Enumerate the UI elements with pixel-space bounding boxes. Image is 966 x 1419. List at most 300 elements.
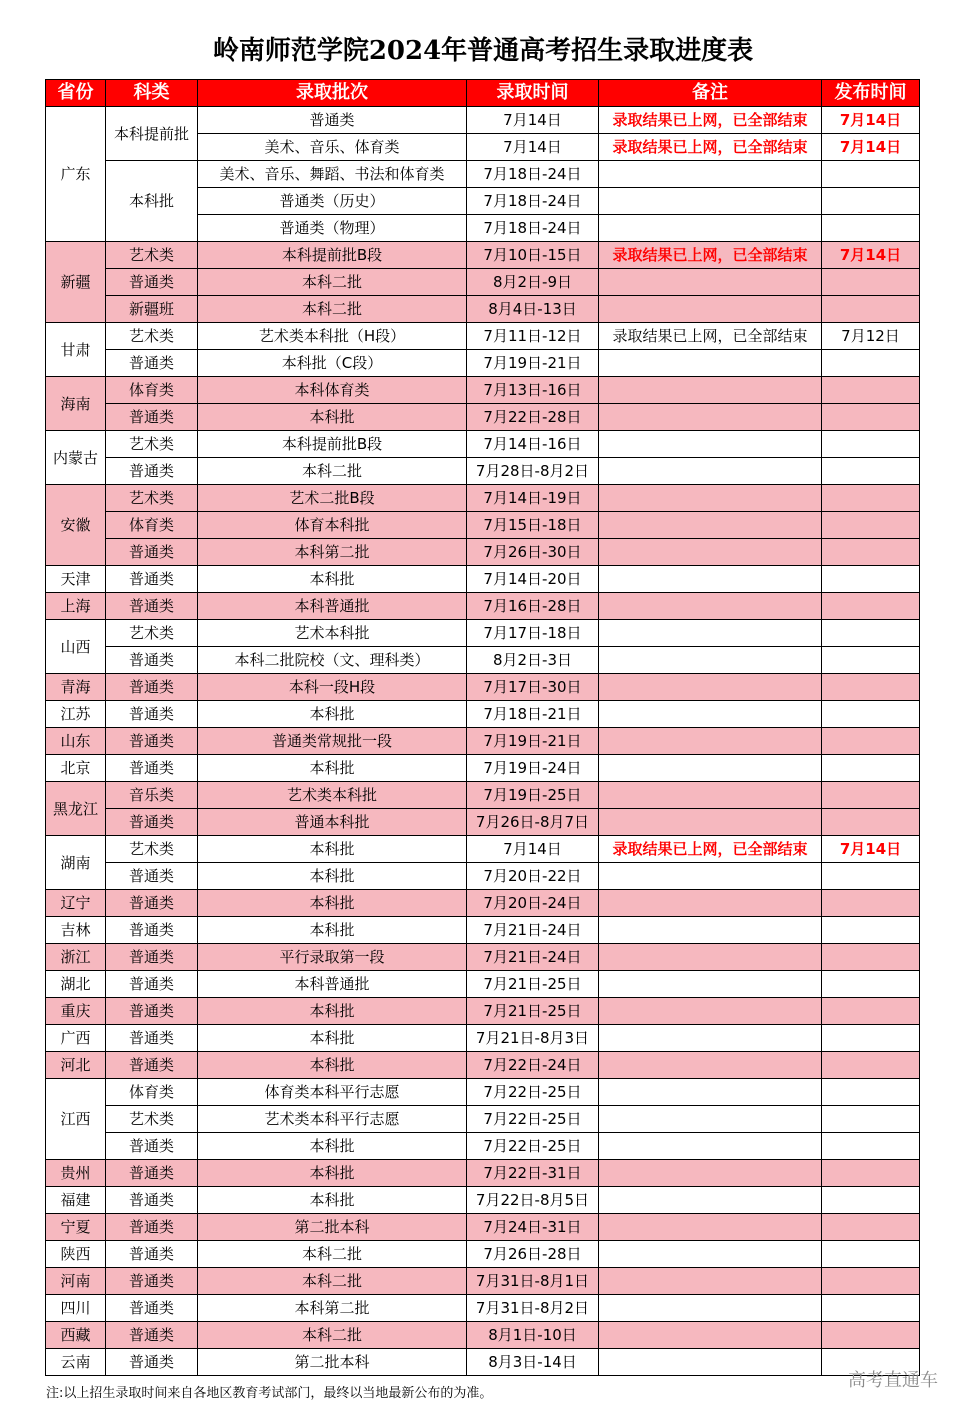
table-row <box>46 1214 920 1241</box>
category-cell: 普通类 <box>106 1214 198 1241</box>
note-cell <box>599 188 822 215</box>
batch-cell: 本科批 <box>198 863 467 890</box>
table-row <box>46 539 920 566</box>
category-cell: 普通类 <box>106 269 198 296</box>
publish-cell <box>822 161 920 188</box>
batch-cell: 本科批 <box>198 1133 467 1160</box>
province-cell: 江西 <box>46 1079 106 1160</box>
table-row <box>46 728 920 755</box>
category-cell: 普通类 <box>106 1187 198 1214</box>
category-cell: 体育类 <box>106 377 198 404</box>
publish-cell <box>822 1241 920 1268</box>
province-cell: 四川 <box>46 1295 106 1322</box>
table-row <box>46 863 920 890</box>
table-row <box>46 1322 920 1349</box>
publish-cell <box>822 431 920 458</box>
publish-cell <box>822 1268 920 1295</box>
publish-cell <box>822 620 920 647</box>
watermark: 高考直通车 <box>848 1370 938 1391</box>
publish-cell <box>822 728 920 755</box>
publish-cell <box>822 1214 920 1241</box>
province-cell: 重庆 <box>46 998 106 1025</box>
time-cell: 7月20日-22日 <box>467 863 599 890</box>
table-row <box>46 1025 920 1052</box>
table-row <box>46 323 920 350</box>
batch-cell: 普通本科批 <box>198 809 467 836</box>
time-cell: 7月19日-24日 <box>467 755 599 782</box>
time-cell: 7月26日-8月7日 <box>467 809 599 836</box>
table-row <box>46 1133 920 1160</box>
publish-cell <box>822 809 920 836</box>
time-cell: 7月21日-24日 <box>467 944 599 971</box>
category-cell: 艺术类 <box>106 242 198 269</box>
category-cell: 普通类 <box>106 539 198 566</box>
category-cell: 普通类 <box>106 1025 198 1052</box>
batch-cell: 本科批 <box>198 917 467 944</box>
province-cell: 湖北 <box>46 971 106 998</box>
time-cell: 8月2日-9日 <box>467 269 599 296</box>
province-cell: 西藏 <box>46 1322 106 1349</box>
table-row <box>46 620 920 647</box>
category-cell: 本科提前批 <box>106 107 198 161</box>
province-cell: 甘肃 <box>46 323 106 377</box>
category-cell: 普通类 <box>106 863 198 890</box>
time-cell: 7月26日-28日 <box>467 1241 599 1268</box>
table-row <box>46 674 920 701</box>
province-cell: 浙江 <box>46 944 106 971</box>
category-cell: 普通类 <box>106 890 198 917</box>
table-row <box>46 512 920 539</box>
publish-cell <box>822 458 920 485</box>
note-cell <box>599 917 822 944</box>
province-cell: 河南 <box>46 1268 106 1295</box>
province-cell: 上海 <box>46 593 106 620</box>
province-cell: 江苏 <box>46 701 106 728</box>
table-row <box>46 107 920 134</box>
time-cell: 7月18日-24日 <box>467 188 599 215</box>
time-cell: 7月22日-25日 <box>467 1133 599 1160</box>
time-cell: 8月4日-13日 <box>467 296 599 323</box>
batch-cell: 本科体育类 <box>198 377 467 404</box>
note-cell <box>599 1079 822 1106</box>
table-row <box>46 350 920 377</box>
publish-cell <box>822 188 920 215</box>
note-cell: 录取结果已上网，已全部结束 <box>599 242 822 269</box>
category-cell: 普通类 <box>106 1241 198 1268</box>
province-cell: 湖南 <box>46 836 106 890</box>
publish-cell <box>822 539 920 566</box>
time-cell: 7月19日-25日 <box>467 782 599 809</box>
publish-cell <box>822 782 920 809</box>
time-cell: 7月18日-21日 <box>467 701 599 728</box>
province-cell: 吉林 <box>46 917 106 944</box>
publish-cell <box>822 269 920 296</box>
batch-cell: 第二批本科 <box>198 1349 467 1376</box>
batch-cell: 本科批 <box>198 566 467 593</box>
province-cell: 辽宁 <box>46 890 106 917</box>
time-cell: 7月22日-25日 <box>467 1106 599 1133</box>
note-cell <box>599 1106 822 1133</box>
category-cell: 普通类 <box>106 998 198 1025</box>
table-row <box>46 701 920 728</box>
province-cell: 贵州 <box>46 1160 106 1187</box>
time-cell: 7月14日 <box>467 107 599 134</box>
time-cell: 7月14日-19日 <box>467 485 599 512</box>
publish-cell <box>822 1187 920 1214</box>
note-cell <box>599 215 822 242</box>
table-row <box>46 1349 920 1376</box>
province-cell: 新疆 <box>46 242 106 323</box>
publish-cell <box>822 566 920 593</box>
time-cell: 7月21日-25日 <box>467 971 599 998</box>
note-cell <box>599 701 822 728</box>
time-cell: 7月14日-20日 <box>467 566 599 593</box>
note-cell <box>599 458 822 485</box>
batch-cell: 普通类（物理） <box>198 215 467 242</box>
batch-cell: 本科批 <box>198 1160 467 1187</box>
note-cell <box>599 647 822 674</box>
note-cell <box>599 971 822 998</box>
note-cell <box>599 539 822 566</box>
table-header-row <box>46 80 920 107</box>
category-cell: 普通类 <box>106 1322 198 1349</box>
note-cell <box>599 269 822 296</box>
category-cell: 普通类 <box>106 917 198 944</box>
batch-cell: 普通类 <box>198 107 467 134</box>
category-cell: 普通类 <box>106 944 198 971</box>
time-cell: 7月22日-31日 <box>467 1160 599 1187</box>
province-cell: 云南 <box>46 1349 106 1376</box>
province-cell: 安徽 <box>46 485 106 566</box>
batch-cell: 艺术类本科批（H段） <box>198 323 467 350</box>
note-cell <box>599 1349 822 1376</box>
publish-cell <box>822 593 920 620</box>
note-cell <box>599 1214 822 1241</box>
publish-cell <box>822 944 920 971</box>
category-cell: 艺术类 <box>106 485 198 512</box>
publish-cell: 7月14日 <box>822 134 920 161</box>
province-cell: 福建 <box>46 1187 106 1214</box>
note-cell <box>599 1268 822 1295</box>
header-category: 科类 <box>106 80 198 107</box>
province-cell: 宁夏 <box>46 1214 106 1241</box>
note-cell: 录取结果已上网，已全部结束 <box>599 323 822 350</box>
table-row <box>46 566 920 593</box>
note-cell <box>599 674 822 701</box>
batch-cell: 普通类常规批一段 <box>198 728 467 755</box>
footnote: 注:以上招生录取时间来自各地区教育考试部门，最终以当地最新公布的为准。 <box>46 1386 493 1401</box>
publish-cell <box>822 1079 920 1106</box>
time-cell: 7月14日 <box>467 836 599 863</box>
note-cell <box>599 809 822 836</box>
batch-cell: 艺术二批B段 <box>198 485 467 512</box>
note-cell <box>599 620 822 647</box>
publish-cell <box>822 1025 920 1052</box>
time-cell: 7月21日-24日 <box>467 917 599 944</box>
time-cell: 7月16日-28日 <box>467 593 599 620</box>
batch-cell: 本科二批院校（文、理科类） <box>198 647 467 674</box>
batch-cell: 美术、音乐、体育类 <box>198 134 467 161</box>
note-cell <box>599 1187 822 1214</box>
note-cell <box>599 944 822 971</box>
time-cell: 7月20日-24日 <box>467 890 599 917</box>
batch-cell: 本科批 <box>198 701 467 728</box>
time-cell: 7月19日-21日 <box>467 350 599 377</box>
batch-cell: 普通类（历史） <box>198 188 467 215</box>
batch-cell: 本科二批 <box>198 1322 467 1349</box>
time-cell: 7月15日-18日 <box>467 512 599 539</box>
category-cell: 本科批 <box>106 161 198 242</box>
note-cell <box>599 1133 822 1160</box>
batch-cell: 本科提前批B段 <box>198 242 467 269</box>
header-batch: 录取批次 <box>198 80 467 107</box>
publish-cell <box>822 1295 920 1322</box>
batch-cell: 本科二批 <box>198 296 467 323</box>
province-cell: 广西 <box>46 1025 106 1052</box>
note-cell <box>599 566 822 593</box>
note-cell <box>599 782 822 809</box>
table-row <box>46 755 920 782</box>
note-cell: 录取结果已上网，已全部结束 <box>599 107 822 134</box>
category-cell: 普通类 <box>106 1133 198 1160</box>
table-row <box>46 647 920 674</box>
batch-cell: 第二批本科 <box>198 1214 467 1241</box>
province-cell: 山西 <box>46 620 106 674</box>
table-row <box>46 242 920 269</box>
note-cell <box>599 863 822 890</box>
note-cell <box>599 1052 822 1079</box>
header-time: 录取时间 <box>467 80 599 107</box>
category-cell: 艺术类 <box>106 620 198 647</box>
publish-cell <box>822 917 920 944</box>
batch-cell: 本科批 <box>198 998 467 1025</box>
publish-cell <box>822 377 920 404</box>
category-cell: 普通类 <box>106 647 198 674</box>
batch-cell: 本科二批 <box>198 458 467 485</box>
note-cell <box>599 404 822 431</box>
time-cell: 7月19日-21日 <box>467 728 599 755</box>
province-cell: 内蒙古 <box>46 431 106 485</box>
publish-cell <box>822 485 920 512</box>
batch-cell: 本科提前批B段 <box>198 431 467 458</box>
batch-cell: 本科二批 <box>198 1241 467 1268</box>
note-cell <box>599 998 822 1025</box>
note-cell <box>599 296 822 323</box>
category-cell: 普通类 <box>106 971 198 998</box>
table-row <box>46 593 920 620</box>
publish-cell <box>822 863 920 890</box>
note-cell <box>599 755 822 782</box>
category-cell: 普通类 <box>106 566 198 593</box>
table-row <box>46 1160 920 1187</box>
time-cell: 7月17日-18日 <box>467 620 599 647</box>
header-province: 省份 <box>46 80 106 107</box>
province-cell: 青海 <box>46 674 106 701</box>
category-cell: 艺术类 <box>106 431 198 458</box>
note-cell <box>599 1322 822 1349</box>
category-cell: 普通类 <box>106 458 198 485</box>
publish-cell <box>822 1106 920 1133</box>
publish-cell <box>822 674 920 701</box>
category-cell: 艺术类 <box>106 323 198 350</box>
note-cell: 录取结果已上网，已全部结束 <box>599 836 822 863</box>
table-row <box>46 161 920 188</box>
batch-cell: 艺术类本科平行志愿 <box>198 1106 467 1133</box>
publish-cell <box>822 647 920 674</box>
province-cell: 广东 <box>46 107 106 242</box>
publish-cell <box>822 755 920 782</box>
publish-cell: 7月12日 <box>822 323 920 350</box>
publish-cell <box>822 998 920 1025</box>
batch-cell: 本科批 <box>198 1187 467 1214</box>
batch-cell: 本科二批 <box>198 1268 467 1295</box>
batch-cell: 本科第二批 <box>198 1295 467 1322</box>
table-row <box>46 269 920 296</box>
time-cell: 7月22日-8月5日 <box>467 1187 599 1214</box>
category-cell: 普通类 <box>106 728 198 755</box>
table-row <box>46 836 920 863</box>
category-cell: 普通类 <box>106 1349 198 1376</box>
time-cell: 7月22日-28日 <box>467 404 599 431</box>
batch-cell: 本科一段H段 <box>198 674 467 701</box>
table-row <box>46 998 920 1025</box>
province-cell: 北京 <box>46 755 106 782</box>
publish-cell <box>822 215 920 242</box>
batch-cell: 本科二批 <box>198 269 467 296</box>
category-cell: 普通类 <box>106 1052 198 1079</box>
table-row <box>46 782 920 809</box>
batch-cell: 本科批 <box>198 755 467 782</box>
time-cell: 7月24日-31日 <box>467 1214 599 1241</box>
time-cell: 7月21日-8月3日 <box>467 1025 599 1052</box>
category-cell: 普通类 <box>106 1268 198 1295</box>
publish-cell <box>822 1160 920 1187</box>
publish-cell <box>822 1052 920 1079</box>
province-cell: 河北 <box>46 1052 106 1079</box>
category-cell: 普通类 <box>106 755 198 782</box>
note-cell <box>599 728 822 755</box>
time-cell: 7月17日-30日 <box>467 674 599 701</box>
note-cell <box>599 431 822 458</box>
batch-cell: 本科普通批 <box>198 971 467 998</box>
table-row <box>46 1079 920 1106</box>
time-cell: 8月1日-10日 <box>467 1322 599 1349</box>
batch-cell: 体育类本科平行志愿 <box>198 1079 467 1106</box>
table-row <box>46 1052 920 1079</box>
time-cell: 7月18日-24日 <box>467 215 599 242</box>
publish-cell: 7月14日 <box>822 107 920 134</box>
note-cell <box>599 485 822 512</box>
batch-cell: 本科批 <box>198 1052 467 1079</box>
note-cell <box>599 1160 822 1187</box>
note-cell <box>599 377 822 404</box>
batch-cell: 美术、音乐、舞蹈、书法和体育类 <box>198 161 467 188</box>
time-cell: 7月21日-25日 <box>467 998 599 1025</box>
province-cell: 陕西 <box>46 1241 106 1268</box>
category-cell: 体育类 <box>106 1079 198 1106</box>
category-cell: 普通类 <box>106 350 198 377</box>
note-cell <box>599 593 822 620</box>
batch-cell: 体育本科批 <box>198 512 467 539</box>
batch-cell: 本科第二批 <box>198 539 467 566</box>
note-cell <box>599 1241 822 1268</box>
batch-cell: 平行录取第一段 <box>198 944 467 971</box>
batch-cell: 艺术本科批 <box>198 620 467 647</box>
table-row <box>46 1106 920 1133</box>
publish-cell <box>822 701 920 728</box>
province-cell: 黑龙江 <box>46 782 106 836</box>
time-cell: 7月31日-8月1日 <box>467 1268 599 1295</box>
note-cell <box>599 350 822 377</box>
publish-cell <box>822 1322 920 1349</box>
header-note: 备注 <box>599 80 822 107</box>
time-cell: 7月26日-30日 <box>467 539 599 566</box>
time-cell: 7月22日-25日 <box>467 1079 599 1106</box>
page-title: 岭南师范学院2024年普通高考招生录取进度表 <box>212 36 754 66</box>
table-row <box>46 377 920 404</box>
batch-cell: 本科批 <box>198 890 467 917</box>
category-cell: 普通类 <box>106 1160 198 1187</box>
note-cell <box>599 512 822 539</box>
publish-cell: 7月14日 <box>822 836 920 863</box>
province-cell: 天津 <box>46 566 106 593</box>
publish-cell <box>822 1133 920 1160</box>
category-cell: 艺术类 <box>106 1106 198 1133</box>
table-row <box>46 296 920 323</box>
table-row <box>46 431 920 458</box>
note-cell <box>599 890 822 917</box>
admission-progress-table <box>45 79 920 1376</box>
time-cell: 8月3日-14日 <box>467 1349 599 1376</box>
category-cell: 体育类 <box>106 512 198 539</box>
category-cell: 普通类 <box>106 809 198 836</box>
publish-cell <box>822 350 920 377</box>
province-cell: 山东 <box>46 728 106 755</box>
batch-cell: 本科普通批 <box>198 593 467 620</box>
time-cell: 7月14日-16日 <box>467 431 599 458</box>
table-row <box>46 1241 920 1268</box>
batch-cell: 艺术类本科批 <box>198 782 467 809</box>
category-cell: 新疆班 <box>106 296 198 323</box>
category-cell: 音乐类 <box>106 782 198 809</box>
header-publish: 发布时间 <box>822 80 920 107</box>
batch-cell: 本科批 <box>198 836 467 863</box>
time-cell: 7月31日-8月2日 <box>467 1295 599 1322</box>
publish-cell <box>822 404 920 431</box>
note-cell: 录取结果已上网，已全部结束 <box>599 134 822 161</box>
publish-cell <box>822 890 920 917</box>
table-row <box>46 1187 920 1214</box>
table-row <box>46 1268 920 1295</box>
note-cell <box>599 161 822 188</box>
table-row <box>46 890 920 917</box>
time-cell: 7月28日-8月2日 <box>467 458 599 485</box>
note-cell <box>599 1025 822 1052</box>
table-row <box>46 458 920 485</box>
time-cell: 7月10日-15日 <box>467 242 599 269</box>
time-cell: 7月14日 <box>467 134 599 161</box>
category-cell: 普通类 <box>106 404 198 431</box>
publish-cell: 7月14日 <box>822 242 920 269</box>
table-row <box>46 944 920 971</box>
category-cell: 普通类 <box>106 1295 198 1322</box>
publish-cell <box>822 512 920 539</box>
time-cell: 7月18日-24日 <box>467 161 599 188</box>
batch-cell: 本科批 <box>198 404 467 431</box>
time-cell: 8月2日-3日 <box>467 647 599 674</box>
table-row <box>46 917 920 944</box>
table-row <box>46 404 920 431</box>
